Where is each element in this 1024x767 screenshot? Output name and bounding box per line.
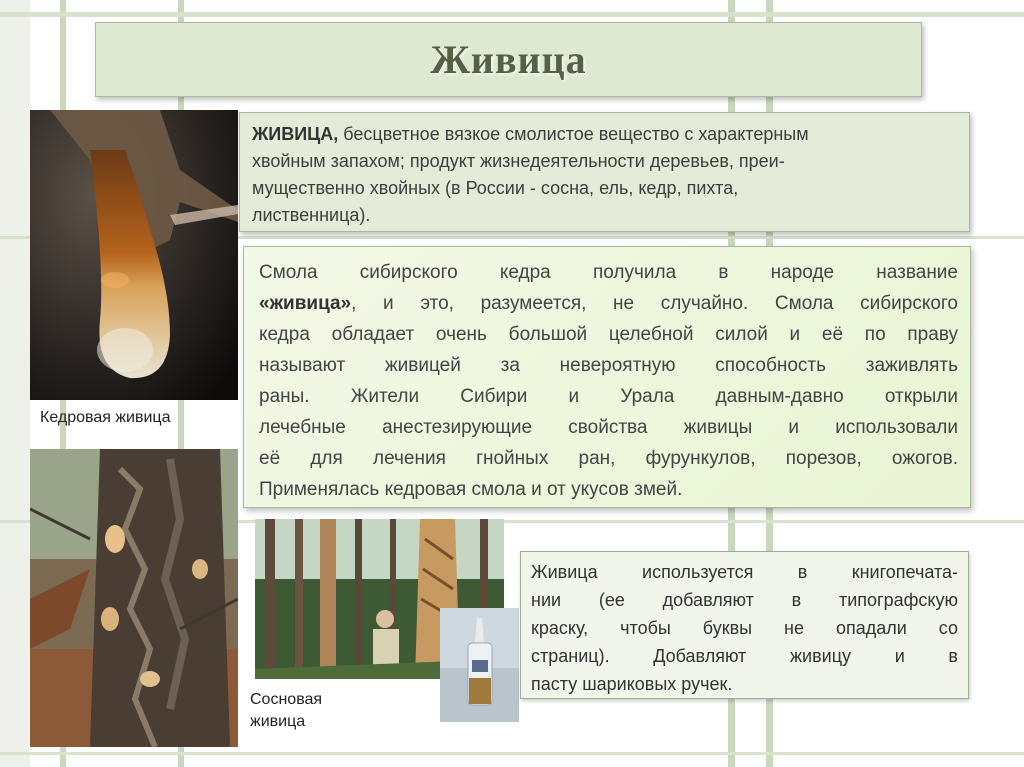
paragraph-line: её для лечения гнойных ран, фурункулов, порезов, ожогов.	[259, 448, 958, 469]
decor-line	[0, 12, 1024, 17]
usage-line: пасту шариковых ручек.	[531, 674, 733, 694]
paragraph-line: Применялась кедровая смола и от укусов змей.	[259, 479, 683, 500]
paragraph-line: раны. Жители Сибири и Урала давным-давно открыли	[259, 386, 958, 407]
cedar-resin-photo	[30, 110, 238, 400]
resin-bottle-photo	[440, 608, 519, 722]
usage-line: Живица используется в книгопечата-	[531, 562, 958, 582]
usage-line: нии (ее добавляют в типографскую	[531, 590, 958, 610]
slide-title: Живица	[430, 37, 587, 82]
definition-line: мущественно хвойных (в России - сосна, ель, кедр, пихта,	[252, 178, 739, 198]
definition-line: лиственница).	[252, 205, 371, 225]
paragraph-line: называют живицей за невероятную способность заживлять	[259, 355, 958, 376]
usage-line: краску, чтобы буквы не опадали со	[531, 618, 958, 638]
definition-line: хвойным запахом; продукт жизнедеятельности деревьев, преи-	[252, 151, 785, 171]
definition-line: ЖИВИЦА, бесцветное вязкое смолистое вещество с характерным	[252, 124, 809, 144]
usage-text-box	[520, 551, 969, 699]
left-stripe	[0, 0, 30, 767]
paragraph-line: кедра обладает очень большой целебной силой и её по праву	[259, 324, 958, 345]
pine-caption: Сосновая живица	[250, 691, 323, 730]
cedar-resin-text-box	[243, 246, 971, 508]
decor-line	[0, 752, 1024, 755]
cedar-caption: Кедровая живица	[40, 409, 171, 426]
paragraph-line: «живица», и это, разумеется, не случайно. Смола сибирского	[259, 293, 958, 314]
usage-line: страниц). Добавляют живицу и в	[531, 646, 958, 666]
title-banner	[95, 22, 922, 97]
paragraph-line: Смола сибирского кедра получила в народе название	[259, 262, 958, 283]
definition-box	[239, 112, 970, 232]
paragraph-line: лечебные анестезирующие свойства живицы и использовали	[259, 417, 958, 438]
pine-resin-photo	[30, 449, 238, 747]
